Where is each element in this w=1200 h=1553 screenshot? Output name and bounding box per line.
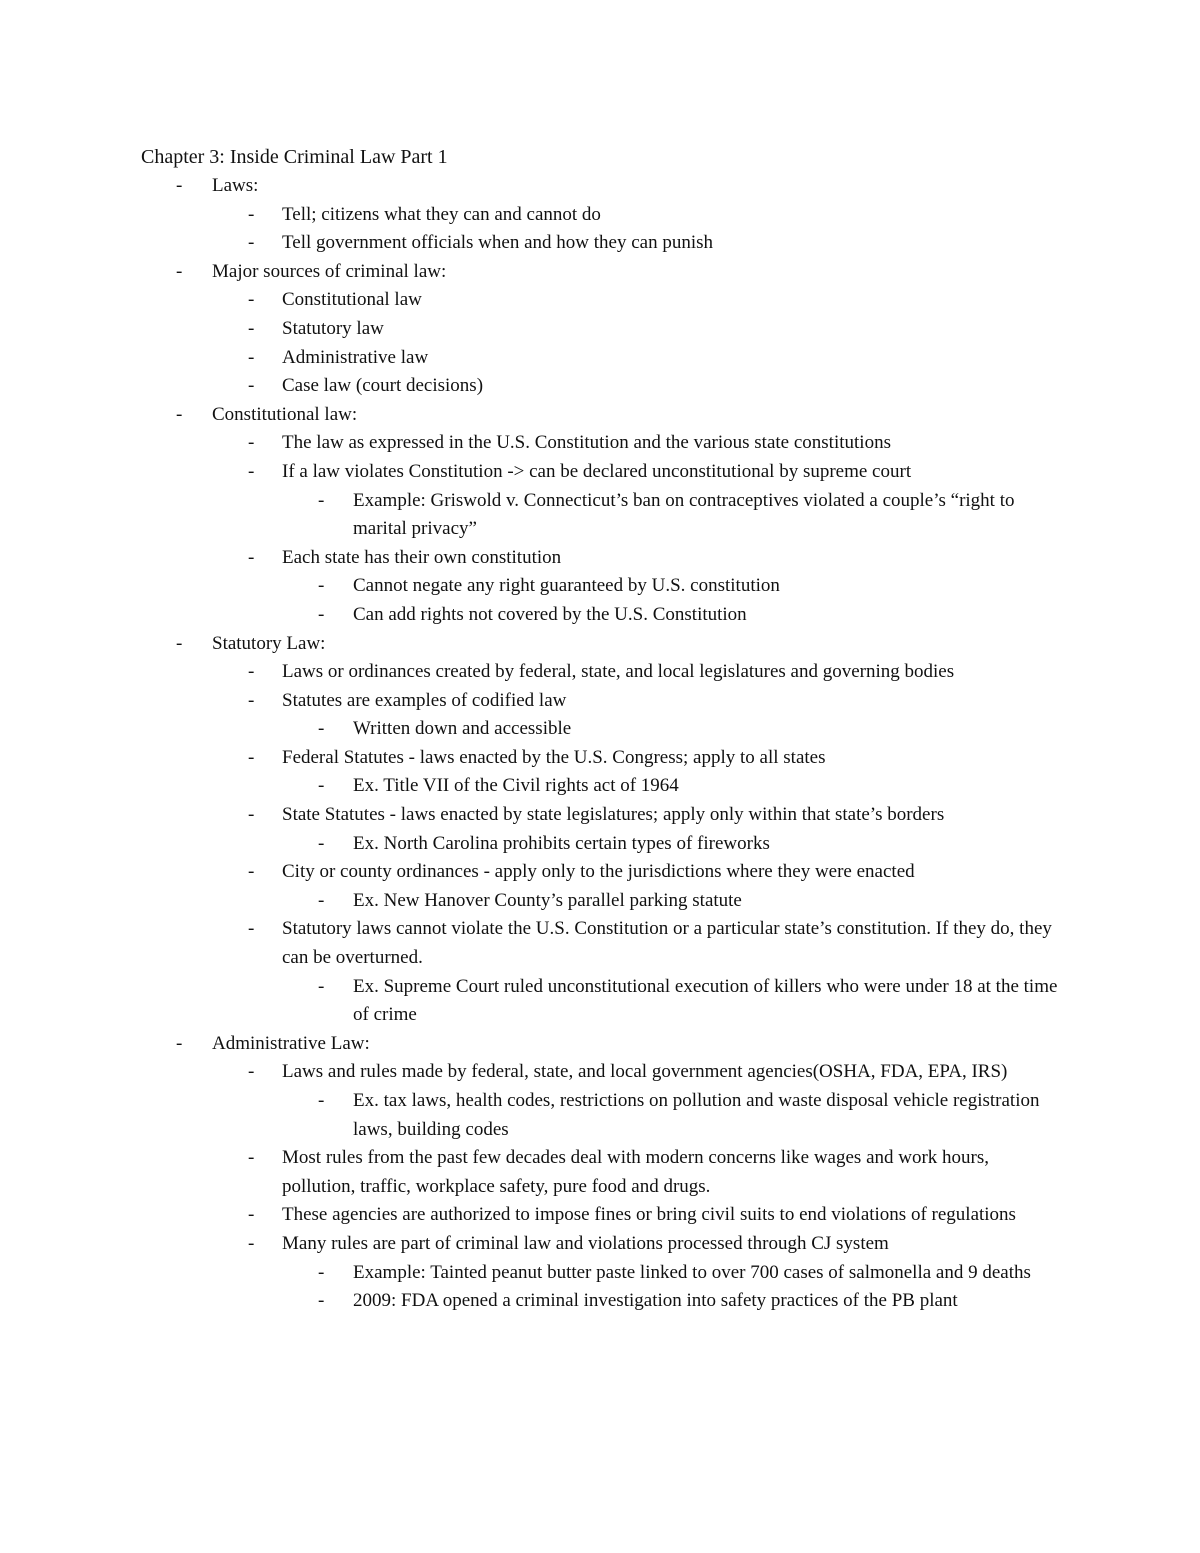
bullet-dash: - <box>318 575 325 597</box>
bullet-dash: - <box>176 260 183 282</box>
bullet-dash: - <box>248 346 255 368</box>
outline-item-level-3 <box>0 1287 1200 1316</box>
outline-item-text: Ex. North Carolina prohibits certain types of fireworks <box>353 832 770 854</box>
outline-item-text: Example: Griswold v. Connecticut’s ban on contraceptives violated a couple’s “right to marital privacy” <box>353 489 1015 540</box>
outline-item-text: Administrative law <box>282 346 429 368</box>
bullet-dash: - <box>318 1290 325 1312</box>
outline-item-level-3 <box>0 715 1200 744</box>
bullet-dash: - <box>248 1204 255 1226</box>
bullet-dash: - <box>248 689 255 711</box>
outline-item-text: The law as expressed in the U.S. Constitution and the various state constitutions <box>282 432 891 454</box>
outline-item-text: Statutes are examples of codified law <box>282 689 567 711</box>
outline-item-text: Federal Statutes - laws enacted by the U.S. Congress; apply to all states <box>282 746 826 768</box>
bullet-dash: - <box>248 661 255 683</box>
outline-item-level-2 <box>0 544 1200 573</box>
outline-item-text: Can add rights not covered by the U.S. Constitution <box>353 603 747 625</box>
outline-item-text: Tell; citizens what they can and cannot do <box>282 203 601 225</box>
outline-item-level-3 <box>0 887 1200 916</box>
outline-item-text: Most rules from the past few decades deal with modern concerns like wages and work hours, pollution, traffic, workplace safety, pure food and drugs. <box>282 1147 990 1197</box>
outline-item-text: Tell government officials when and how they can punish <box>282 232 713 254</box>
outline-item-level-2 <box>0 315 1200 344</box>
outline-item-text: Major sources of criminal law: <box>212 260 447 282</box>
bullet-dash: - <box>318 832 325 854</box>
page-title: Chapter 3: Inside Criminal Law Part 1 <box>141 146 448 168</box>
outline-item-text: Statutory laws cannot violate the U.S. Constitution or a particular state’s constitution. If they do, they can be overturned. <box>282 918 1052 969</box>
outline-item-level-2 <box>0 229 1200 258</box>
bullet-dash: - <box>318 1090 325 1111</box>
outline-item-level-2 <box>0 801 1200 830</box>
outline-item-text: Case law (court decisions) <box>282 375 484 397</box>
outline-item-level-3 <box>0 830 1200 859</box>
outline-item-level-2 <box>0 687 1200 716</box>
bullet-dash: - <box>176 1032 183 1054</box>
outline-item-text: 2009: FDA opened a criminal investigation into safety practices of the PB plant <box>353 1290 958 1312</box>
notes-outline <box>0 172 1200 1316</box>
outline-item-text: Many rules are part of criminal law and violations processed through CJ system <box>282 1232 889 1254</box>
outline-item-text: Laws and rules made by federal, state, and local government agencies(OSHA, FDA, EPA, IRS) <box>282 1061 1008 1083</box>
bullet-dash: - <box>248 375 255 397</box>
outline-item-text: City or county ordinances - apply only to the jurisdictions where they were enacted <box>282 861 915 883</box>
bullet-dash: - <box>318 889 325 911</box>
bullet-dash: - <box>248 460 255 482</box>
bullet-dash: - <box>318 718 325 740</box>
outline-item-level-2 <box>0 201 1200 230</box>
bullet-dash: - <box>176 175 183 196</box>
bullet-dash: - <box>248 1232 255 1254</box>
outline-item-text: Ex. tax laws, health codes, restrictions on pollution and waste disposal vehicle registration laws, building codes <box>353 1090 1040 1140</box>
bullet-dash: - <box>248 918 255 940</box>
outline-item-text: Ex. New Hanover County’s parallel parking statute <box>353 889 742 911</box>
bullet-dash: - <box>248 861 255 883</box>
outline-item-text: Statutory law <box>282 317 384 339</box>
outline-item-text: Laws or ordinances created by federal, state, and local legislatures and governing bodies <box>282 661 955 683</box>
outline-item-level-3 <box>0 601 1200 630</box>
outline-item-text: Administrative Law: <box>212 1032 370 1054</box>
outline-item-text: Constitutional law <box>282 289 422 311</box>
outline-item-text: Constitutional law: <box>212 403 358 425</box>
outline-item-text: Written down and accessible <box>353 718 572 740</box>
bullet-dash: - <box>318 975 325 997</box>
outline-item-level-2 <box>0 286 1200 315</box>
bullet-dash: - <box>318 603 325 625</box>
outline-item-level-3 <box>0 572 1200 601</box>
bullet-dash: - <box>248 203 255 225</box>
outline-item-level-2 <box>0 915 1200 972</box>
bullet-dash: - <box>176 403 183 425</box>
outline-item-level-1 <box>0 1030 1200 1059</box>
outline-item-level-1 <box>0 630 1200 659</box>
outline-item-level-2 <box>0 858 1200 887</box>
outline-item-level-2 <box>0 1058 1200 1087</box>
outline-item-text: State Statutes - laws enacted by state legislatures; apply only within that state’s borders <box>282 804 945 826</box>
outline-item-level-1 <box>0 401 1200 430</box>
bullet-dash: - <box>248 1147 255 1169</box>
outline-item-level-2 <box>0 1144 1200 1201</box>
outline-item-level-1 <box>0 258 1200 287</box>
outline-item-text: Cannot negate any right guaranteed by U.S. constitution <box>353 575 780 597</box>
outline-item-text: Each state has their own constitution <box>282 546 562 568</box>
outline-item-level-2 <box>0 344 1200 373</box>
outline-item-level-2 <box>0 1201 1200 1230</box>
bullet-dash: - <box>248 746 255 768</box>
outline-item-text: Example: Tainted peanut butter paste linked to over 700 cases of salmonella and 9 deaths <box>353 1261 1031 1283</box>
outline-item-text: Ex. Title VII of the Civil rights act of 1964 <box>353 775 679 797</box>
outline-item-level-3 <box>0 1259 1200 1288</box>
outline-item-text: Statutory Law: <box>212 632 326 654</box>
bullet-dash: - <box>248 289 255 311</box>
bullet-dash: - <box>248 804 255 826</box>
outline-item-level-1 <box>0 172 1200 201</box>
outline-item-level-2 <box>0 658 1200 687</box>
outline-item-text: If a law violates Constitution -> can be declared unconstitutional by supreme court <box>282 460 912 482</box>
bullet-dash: - <box>318 1261 325 1283</box>
outline-item-text: Laws: <box>212 175 259 196</box>
bullet-dash: - <box>248 432 255 454</box>
bullet-dash: - <box>176 632 183 654</box>
outline-item-level-2 <box>0 372 1200 401</box>
bullet-dash: - <box>248 546 255 568</box>
outline-item-level-2 <box>0 429 1200 458</box>
bullet-dash: - <box>318 489 325 511</box>
outline-item-text: Ex. Supreme Court ruled unconstitutional execution of killers who were under 18 at the time of crime <box>353 975 1058 1026</box>
outline-item-level-3 <box>0 772 1200 801</box>
outline-item-text: These agencies are authorized to impose fines or bring civil suits to end violations of regulations <box>282 1204 1016 1226</box>
outline-item-level-2 <box>0 458 1200 487</box>
outline-item-level-3 <box>0 1087 1200 1144</box>
bullet-dash: - <box>248 317 255 339</box>
outline-item-level-3 <box>0 973 1200 1030</box>
bullet-dash: - <box>318 775 325 797</box>
outline-item-level-3 <box>0 487 1200 544</box>
outline-item-level-2 <box>0 744 1200 773</box>
bullet-dash: - <box>248 1061 255 1083</box>
outline-item-level-2 <box>0 1230 1200 1259</box>
bullet-dash: - <box>248 232 255 254</box>
